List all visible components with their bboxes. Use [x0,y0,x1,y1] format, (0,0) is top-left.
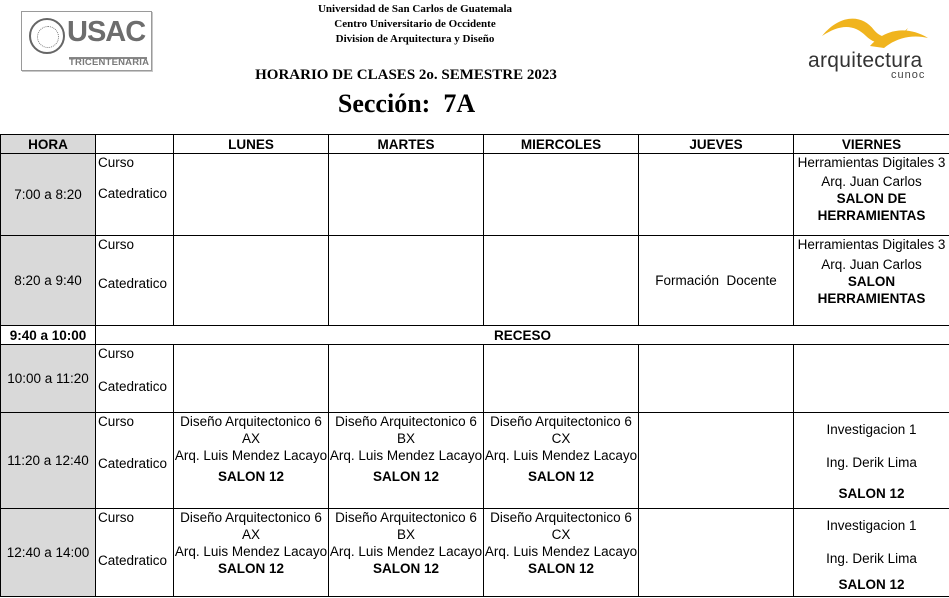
teacher-name: Arq. Luis Mendez Lacayo [174,544,328,559]
section-heading [300,89,513,119]
table-row [1,236,949,326]
hour-cell: 9:40 a 10:00 [1,326,96,345]
course-name: Diseño Arquitectonico 6 CX [490,414,632,446]
course-name: Investigacion 1 [826,518,917,533]
room-name: SALON 12 [527,561,595,576]
cell-gap [794,534,949,550]
section-value: 7A [443,89,476,118]
label-curso: Curso [98,346,135,361]
room-name: SALON 12 [217,561,285,576]
activity-name: Formación Docente [655,273,777,288]
schedule-cell-lunes [174,154,329,236]
room-name: SALON DE HERRAMIENTAS [817,191,926,223]
room-name: SALON HERRAMIENTAS [817,274,926,306]
hour-cell: 11:20 a 12:40 [1,413,96,509]
teacher-name: Arq. Luis Mendez Lacayo [329,544,483,559]
schedule-cell-martes [329,154,484,236]
column-header-hora: HORA [1,135,96,154]
usac-logo [21,11,152,71]
teacher-name: Arq. Juan Carlos [821,174,922,189]
course-name: Diseño Arquitectonico 6 BX [335,510,477,542]
column-header-martes: MARTES [329,135,484,154]
cell-gap [794,509,949,517]
table-header-row [1,135,949,154]
hour-cell: 12:40 a 14:00 [1,509,96,597]
hour-cell: 8:20 a 9:40 [1,236,96,326]
course-name: Diseño Arquitectonico 6 BX [335,414,477,446]
schedule-cell-jueves [639,154,794,236]
schedule-cell-lunes [174,236,329,326]
label-catedratico: Catedratico [98,186,168,201]
teacher-name: Ing. Derik Lima [826,551,917,566]
teacher-name: Arq. Luis Mendez Lacayo [174,448,328,463]
course-name: Diseño Arquitectonico 6 CX [490,510,632,542]
schedule-cell-miercoles [484,345,639,413]
teacher-name: Ing. Derik Lima [826,455,917,470]
schedule-cell-viernes [794,413,949,509]
schedule-cell-jueves [639,236,794,326]
teacher-name: Arq. Luis Mendez Lacayo [484,544,638,559]
usac-seal-icon [29,18,65,54]
recess-cell: RECESO [96,326,949,345]
schedule-cell-viernes [794,509,949,597]
schedule-cell-miercoles [484,413,639,509]
cell-gap [794,413,949,421]
column-header-miercoles: MIERCOLES [484,135,639,154]
schedule-cell-viernes [794,345,949,413]
arquitectura-logo [800,16,940,82]
institution-heading [280,2,550,47]
schedule-cell-martes [329,509,484,597]
label-curso: Curso [98,510,135,525]
label-curso: Curso [98,414,135,429]
schedule-cell-miercoles [484,154,639,236]
cell-gap [794,438,949,454]
room-name: SALON 12 [527,469,595,484]
institution-line: Centro Universitario de Occidente [334,18,496,30]
arquitectura-logo-subtext: cunoc [891,69,926,81]
label-catedratico: Catedratico [98,379,168,394]
column-header-jueves: JUEVES [639,135,794,154]
cell-gap [794,567,949,576]
recess-row [1,326,949,345]
schedule-title: HORARIO DE CLASES 2o. SEMESTRE 2023 [255,67,557,83]
row-labels [96,413,174,509]
label-catedratico: Catedratico [98,553,168,568]
institution-line: Universidad de San Carlos de Guatemala [317,3,513,15]
course-name: Diseño Arquitectonico 6 AX [180,414,322,446]
institution-line: Division de Arquitectura y Diseño [335,33,495,45]
row-labels [96,236,174,326]
room-name: SALON 12 [372,561,440,576]
schedule-cell-lunes [174,413,329,509]
room-name: SALON 12 [838,577,905,592]
row-labels [96,345,174,413]
column-header-lunes: LUNES [174,135,329,154]
schedule-cell-lunes [174,345,329,413]
cell-gap [794,471,949,485]
row-labels [96,509,174,597]
usac-logo-subtext: TRICENTENARIA [69,57,150,68]
schedule-cell-martes [329,413,484,509]
schedule-cell-lunes [174,509,329,597]
schedule-cell-viernes [794,236,949,326]
table-row [1,154,949,236]
column-header-viernes: VIERNES [794,135,949,154]
schedule-cell-viernes [794,154,949,236]
section-label: Sección: [337,89,431,118]
schedule-cell-jueves [639,413,794,509]
course-name: Herramientas Digitales 3 [797,155,946,170]
arquitectura-logo-text: arquitectura [808,49,923,72]
teacher-name: Arq. Juan Carlos [821,257,922,272]
hour-cell: 10:00 a 11:20 [1,345,96,413]
teacher-name: Arq. Luis Mendez Lacayo [484,448,638,463]
teacher-name: Arq. Luis Mendez Lacayo [329,448,483,463]
schedule-table [0,134,949,597]
hour-cell: 7:00 a 8:20 [1,154,96,236]
table-row [1,413,949,509]
label-curso: Curso [98,155,135,170]
schedule-cell-martes [329,236,484,326]
room-name: SALON 12 [372,469,440,484]
label-curso: Curso [98,237,135,252]
table-row [1,345,949,413]
label-catedratico: Catedratico [98,456,168,471]
course-name: Investigacion 1 [826,422,917,437]
schedule-cell-miercoles [484,236,639,326]
table-row [1,509,949,597]
schedule-cell-miercoles [484,509,639,597]
course-name: Diseño Arquitectonico 6 AX [180,510,322,542]
arquitectura-swoosh-icon [800,16,940,50]
room-name: SALON 12 [838,486,905,501]
usac-logo-text: USAC [67,16,146,48]
schedule-cell-jueves [639,345,794,413]
row-labels [96,154,174,236]
column-header-labels [96,135,174,154]
room-name: SALON 12 [217,469,285,484]
course-name: Herramientas Digitales 3 [797,237,946,252]
schedule-cell-martes [329,345,484,413]
label-catedratico: Catedratico [98,276,168,291]
schedule-cell-jueves [639,509,794,597]
